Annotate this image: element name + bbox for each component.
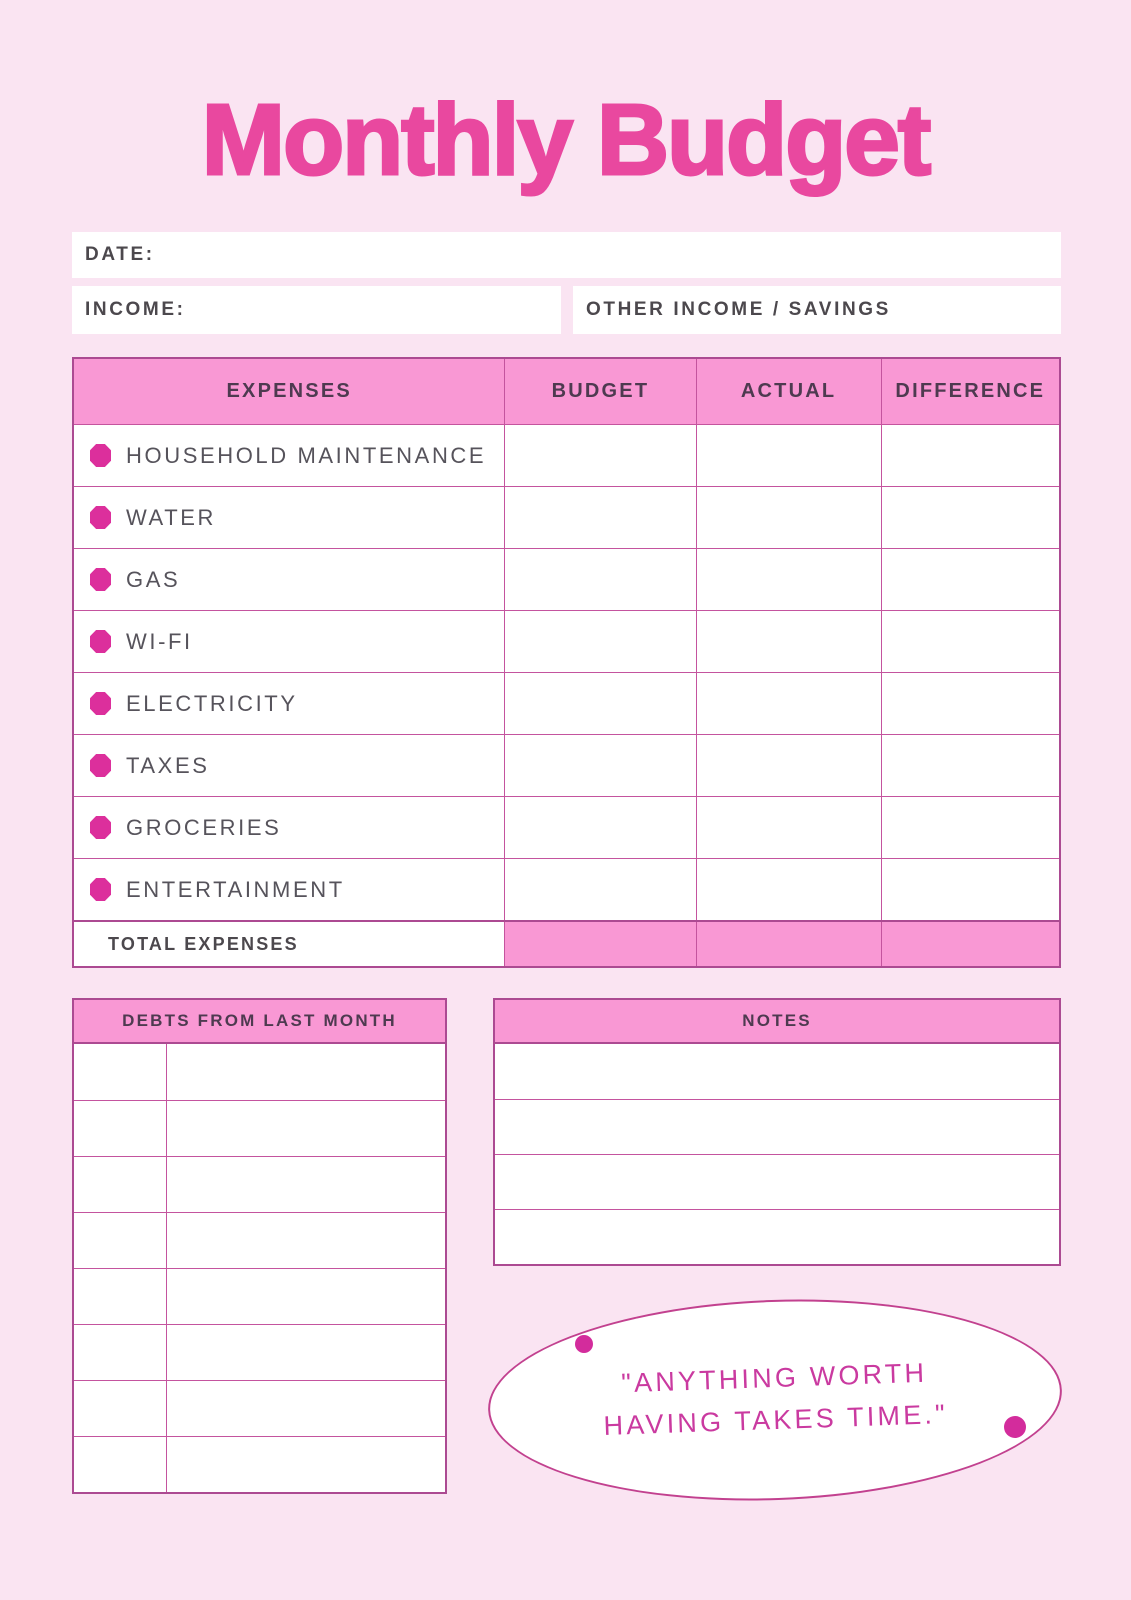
budget-cell[interactable] bbox=[505, 797, 696, 858]
expense-label: WI-FI bbox=[126, 628, 193, 654]
debt-description-cell[interactable] bbox=[167, 1044, 445, 1100]
budget-cell[interactable] bbox=[505, 425, 696, 486]
expense-label-cell bbox=[74, 859, 505, 920]
expense-label: GAS bbox=[126, 566, 181, 592]
debt-row bbox=[74, 1044, 445, 1100]
ellipse-dot-icon bbox=[1004, 1416, 1026, 1438]
debts-rows bbox=[74, 1044, 445, 1492]
budget-cell[interactable] bbox=[505, 611, 696, 672]
debts-table bbox=[72, 998, 447, 1494]
actual-cell[interactable] bbox=[697, 673, 882, 734]
octagon-bullet-icon bbox=[90, 878, 111, 901]
income-label: INCOME: bbox=[85, 299, 186, 320]
debt-amount-cell[interactable] bbox=[74, 1157, 167, 1212]
page-title: Monthly Budget bbox=[201, 84, 930, 196]
note-line[interactable] bbox=[495, 1044, 1059, 1099]
octagon-bullet-icon bbox=[90, 568, 111, 591]
expense-row bbox=[74, 424, 1059, 486]
expense-label-cell bbox=[74, 549, 505, 610]
expenses-column-header: EXPENSES bbox=[74, 359, 505, 424]
debt-row bbox=[74, 1212, 445, 1268]
expense-label-cell bbox=[74, 797, 505, 858]
expense-label: ENTERTAINMENT bbox=[126, 876, 345, 902]
difference-cell[interactable] bbox=[882, 611, 1059, 672]
quote-text-line-2: HAVING TAKES TIME." bbox=[603, 1398, 949, 1441]
total-budget-cell[interactable] bbox=[505, 922, 696, 966]
debt-amount-cell[interactable] bbox=[74, 1044, 167, 1100]
expense-label: ELECTRICITY bbox=[126, 690, 298, 716]
expense-row bbox=[74, 858, 1059, 920]
budget-cell[interactable] bbox=[505, 673, 696, 734]
income-field[interactable] bbox=[72, 286, 561, 334]
octagon-bullet-icon bbox=[90, 692, 111, 715]
debt-amount-cell[interactable] bbox=[74, 1213, 167, 1268]
actual-cell[interactable] bbox=[697, 611, 882, 672]
note-line[interactable] bbox=[495, 1099, 1059, 1154]
debt-row bbox=[74, 1156, 445, 1212]
actual-cell[interactable] bbox=[697, 797, 882, 858]
difference-cell[interactable] bbox=[882, 673, 1059, 734]
date-field[interactable] bbox=[72, 232, 1061, 278]
debt-row bbox=[74, 1268, 445, 1324]
actual-column-header: ACTUAL bbox=[697, 359, 882, 424]
debts-table-header: DEBTS FROM LAST MONTH bbox=[74, 1000, 445, 1044]
difference-cell[interactable] bbox=[882, 797, 1059, 858]
debt-description-cell[interactable] bbox=[167, 1157, 445, 1212]
debt-description-cell[interactable] bbox=[167, 1325, 445, 1380]
note-line[interactable] bbox=[495, 1154, 1059, 1209]
expense-row bbox=[74, 672, 1059, 734]
debt-description-cell[interactable] bbox=[167, 1381, 445, 1436]
budget-cell[interactable] bbox=[505, 487, 696, 548]
debt-amount-cell[interactable] bbox=[74, 1101, 167, 1156]
octagon-bullet-icon bbox=[90, 444, 111, 467]
other-income-savings-label: OTHER INCOME / SAVINGS bbox=[586, 299, 891, 320]
expense-label-cell bbox=[74, 425, 505, 486]
notes-panel bbox=[493, 998, 1061, 1266]
expenses-table bbox=[72, 357, 1061, 968]
difference-cell[interactable] bbox=[882, 549, 1059, 610]
debt-description-cell[interactable] bbox=[167, 1437, 445, 1492]
total-expenses-label: TOTAL EXPENSES bbox=[108, 933, 299, 954]
expenses-table-header bbox=[74, 359, 1059, 424]
expense-label: TAXES bbox=[126, 752, 210, 778]
expense-label: GROCERIES bbox=[126, 814, 282, 840]
actual-cell[interactable] bbox=[697, 859, 882, 920]
octagon-bullet-icon bbox=[90, 754, 111, 777]
budget-cell[interactable] bbox=[505, 735, 696, 796]
debt-description-cell[interactable] bbox=[167, 1101, 445, 1156]
debt-row bbox=[74, 1100, 445, 1156]
actual-cell[interactable] bbox=[697, 487, 882, 548]
total-difference-cell[interactable] bbox=[882, 922, 1059, 966]
expense-label-cell bbox=[74, 611, 505, 672]
ellipse-dot-icon bbox=[575, 1335, 593, 1353]
difference-cell[interactable] bbox=[882, 425, 1059, 486]
date-label: DATE: bbox=[85, 244, 155, 265]
difference-column-header: DIFFERENCE bbox=[895, 380, 1046, 402]
other-income-savings-field[interactable] bbox=[573, 286, 1061, 334]
debt-amount-cell[interactable] bbox=[74, 1325, 167, 1380]
budget-cell[interactable] bbox=[505, 549, 696, 610]
difference-cell[interactable] bbox=[882, 487, 1059, 548]
expense-label: WATER bbox=[126, 504, 216, 530]
debt-row bbox=[74, 1380, 445, 1436]
expenses-rows bbox=[74, 424, 1059, 920]
difference-cell[interactable] bbox=[882, 859, 1059, 920]
expense-label-cell bbox=[74, 487, 505, 548]
debt-amount-cell[interactable] bbox=[74, 1381, 167, 1436]
actual-cell[interactable] bbox=[697, 549, 882, 610]
quote-text-line-1: "ANYTHING WORTH bbox=[620, 1357, 928, 1399]
note-line[interactable] bbox=[495, 1209, 1059, 1264]
debt-amount-cell[interactable] bbox=[74, 1269, 167, 1324]
expense-row bbox=[74, 734, 1059, 796]
debt-description-cell[interactable] bbox=[167, 1269, 445, 1324]
octagon-bullet-icon bbox=[90, 506, 111, 529]
debt-row bbox=[74, 1324, 445, 1380]
expense-row bbox=[74, 796, 1059, 858]
expense-row bbox=[74, 486, 1059, 548]
difference-cell[interactable] bbox=[882, 735, 1059, 796]
total-expenses-label-cell bbox=[74, 922, 505, 966]
budget-cell[interactable] bbox=[505, 859, 696, 920]
quote-ellipse bbox=[485, 1290, 1066, 1510]
expense-label: HOUSEHOLD MAINTENANCE bbox=[126, 442, 487, 468]
notes-lines bbox=[495, 1044, 1059, 1264]
octagon-bullet-icon bbox=[90, 816, 111, 839]
actual-cell[interactable] bbox=[697, 425, 882, 486]
expense-label-cell bbox=[74, 735, 505, 796]
debt-description-cell[interactable] bbox=[167, 1213, 445, 1268]
expense-row bbox=[74, 548, 1059, 610]
notes-header: NOTES bbox=[495, 1000, 1059, 1044]
budget-column-header: BUDGET bbox=[505, 359, 696, 424]
debt-row bbox=[74, 1436, 445, 1492]
actual-cell[interactable] bbox=[697, 735, 882, 796]
octagon-bullet-icon bbox=[90, 630, 111, 653]
expense-label-cell bbox=[74, 673, 505, 734]
expense-row bbox=[74, 610, 1059, 672]
total-actual-cell[interactable] bbox=[697, 922, 882, 966]
total-expenses-row bbox=[74, 920, 1059, 966]
debt-amount-cell[interactable] bbox=[74, 1437, 167, 1492]
